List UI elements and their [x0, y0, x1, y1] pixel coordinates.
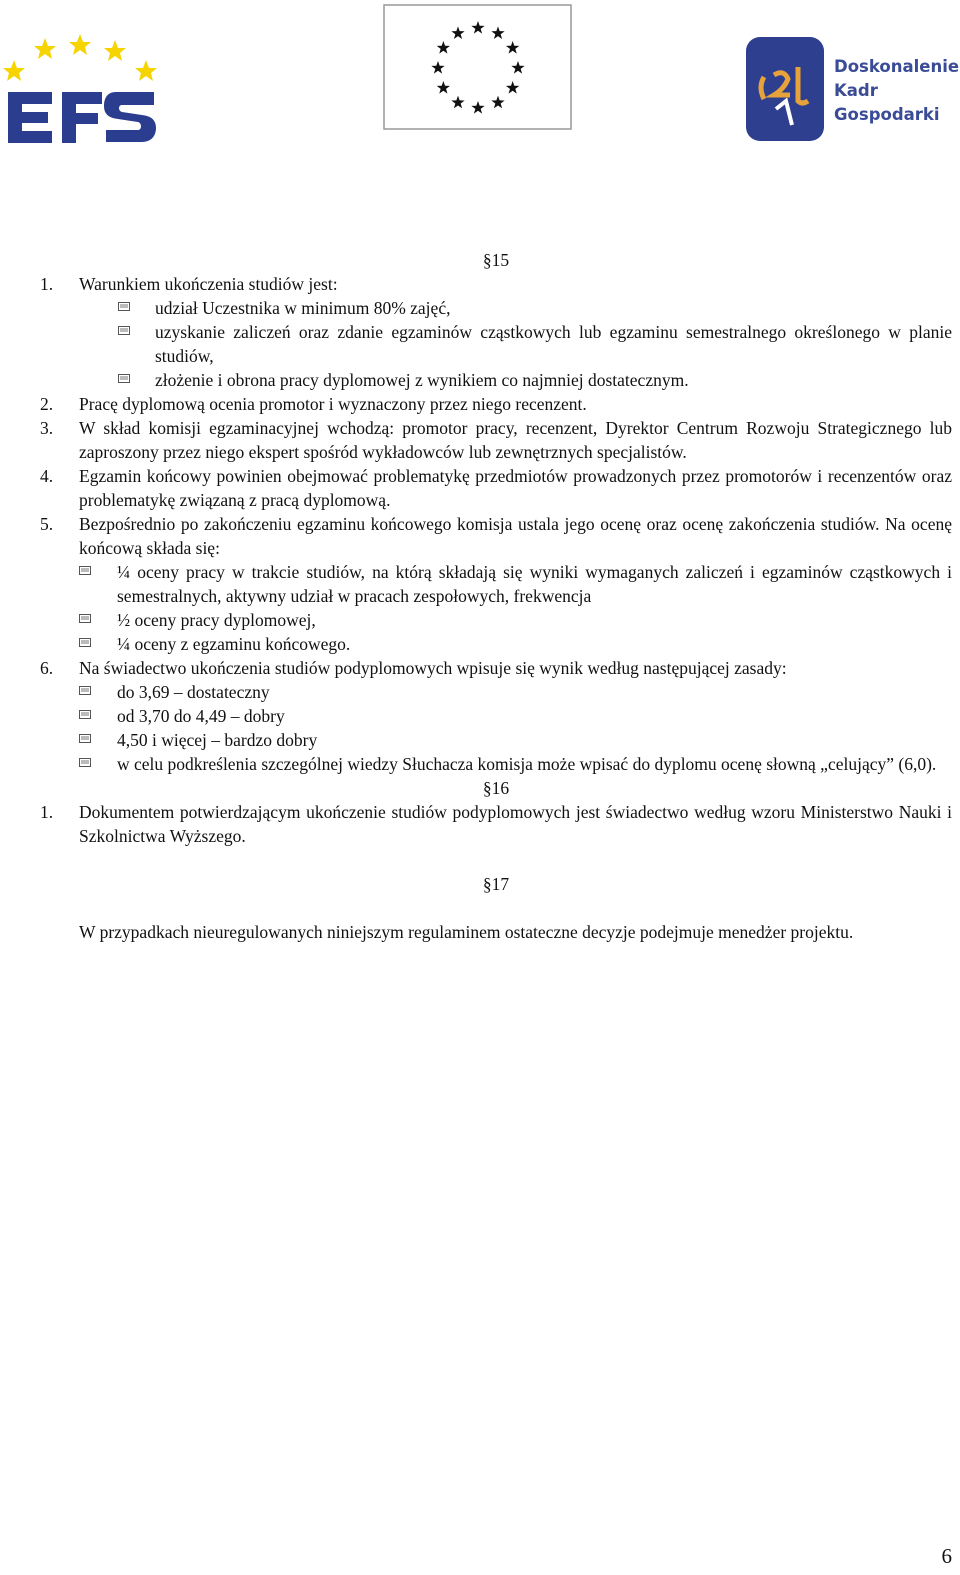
list-item-text: ¼ oceny pracy w trakcie studiów, na którą składają się wyniki wymaganych zaliczeń i egzaminów cząstkowych i semestralnych, aktywny udział w pracach zespołowych, frekwencja: [117, 562, 952, 606]
list-item-text: 4,50 i więcej – bardzo dobry: [117, 730, 318, 750]
paragraph-number: 3.: [40, 418, 54, 438]
bullet-icon: [118, 368, 130, 383]
paragraph-17: W przypadkach nieuregulowanych niniejszym regulaminem ostateczne decyzje podejmuje menedżer projektu.: [79, 922, 854, 942]
paragraph-15-5: [40, 512, 952, 560]
paragraph-number: 4.: [40, 466, 54, 486]
paragraph-15-2: [40, 392, 952, 416]
section-heading-15: §15: [482, 250, 510, 270]
paragraph-15-1: [40, 272, 952, 296]
efs-logo-graphic: [0, 30, 165, 150]
paragraph-text: Dokumentem potwierdzającym ukończenie studiów podyplomowych jest świadectwo według wzoru Ministerstwo Nauki i Szkolnictwa Wyższego.: [79, 802, 952, 846]
list-item-text: złożenie i obrona pracy dyplomowej z wynikiem co najmniej dostatecznym.: [155, 370, 689, 390]
paragraph-text: Warunkiem ukończenia studiów jest:: [79, 274, 338, 294]
bullet-icon: [79, 704, 91, 719]
list-item: [155, 368, 952, 392]
paragraph-15-6: [40, 656, 952, 680]
paragraph-text: Bezpośrednio po zakończeniu egzaminu końcowego komisja ustala jego ocenę oraz ocenę zakończenia studiów. Na ocenę końcową składa się:: [79, 514, 952, 558]
bullet-icon: [79, 632, 91, 647]
efs-logo: [0, 30, 165, 150]
bullet-icon: [79, 608, 91, 623]
list-item: [117, 752, 952, 776]
paragraph-text: Na świadectwo ukończenia studiów podyplomowych wpisuje się wynik według następującej zasady:: [79, 658, 787, 678]
section-heading-16: §16: [482, 778, 510, 798]
eu-flag-graphic: [383, 4, 573, 131]
list-item-text: od 3,70 do 4,49 – dobry: [117, 706, 285, 726]
bullet-icon: [79, 728, 91, 743]
paragraph-number: 5.: [40, 514, 54, 534]
paragraph-16-1: [40, 800, 952, 848]
bullet-icon: [79, 752, 91, 767]
paragraph-number: 1.: [40, 274, 54, 294]
list-item-text: udział Uczestnika w minimum 80% zajęć,: [155, 298, 451, 318]
dkg-emblem-graphic: [746, 37, 824, 141]
list-item-text: ¼ oceny z egzaminu końcowego.: [117, 634, 351, 654]
list-item-text: w celu podkreślenia szczególnej wiedzy Słuchacza komisja może wpisać do dyplomu ocenę słowną „celujący” (6,0).: [117, 754, 937, 774]
document-body: [40, 248, 952, 944]
paragraph-15-4: [40, 464, 952, 512]
paragraph-text: Egzamin końcowy powinien obejmować problematykę przedmiotów prowadzonych przez promotorów i recenzentów oraz problematykę związaną z pracą dyplomową.: [79, 466, 952, 510]
list-item: [117, 728, 952, 752]
eu-flag-logo: [383, 4, 573, 131]
list-item: [117, 632, 952, 656]
page-number: 6: [941, 1544, 952, 1568]
list-item-text: uzyskanie zaliczeń oraz zdanie egzaminów cząstkowych lub egzaminu semestralnego określonego w planie studiów,: [155, 322, 952, 366]
doskonalenie-kadr-logo: [742, 33, 960, 145]
dkg-logo-text: [834, 55, 959, 127]
dkg-line-1: Doskonalenie: [834, 57, 960, 76]
bullet-icon: [79, 560, 91, 575]
paragraph-number: 2.: [40, 394, 54, 414]
paragraph-15-3: [40, 416, 952, 464]
bullet-icon: [79, 680, 91, 695]
paragraph-text: Pracę dyplomową ocenia promotor i wyznaczony przez niego recenzent.: [79, 394, 587, 414]
list-item: [117, 560, 952, 608]
list-item: [117, 608, 952, 632]
list-item: [155, 296, 952, 320]
page-header: [0, 0, 960, 160]
dkg-line-2: Kadr: [834, 81, 878, 100]
list-item-text: do 3,69 – dostateczny: [117, 682, 270, 702]
list-item: [117, 704, 952, 728]
list-item-text: ½ oceny pracy dyplomowej,: [117, 610, 316, 630]
list-item: [117, 680, 952, 704]
list-item: [155, 320, 952, 368]
bullet-icon: [118, 296, 130, 311]
paragraph-number: 1.: [40, 802, 54, 822]
dkg-line-3: Gospodarki: [834, 105, 940, 124]
section-heading-17: §17: [482, 874, 510, 894]
paragraph-text: W skład komisji egzaminacyjnej wchodzą: promotor pracy, recenzent, Dyrektor Centrum Rozwoju Strategicznego lub zaproszony przez niego ekspert spośród wykładowców lub zewnętrznych specjalistów.: [79, 418, 952, 462]
paragraph-number: 6.: [40, 658, 54, 678]
bullet-icon: [118, 320, 130, 335]
